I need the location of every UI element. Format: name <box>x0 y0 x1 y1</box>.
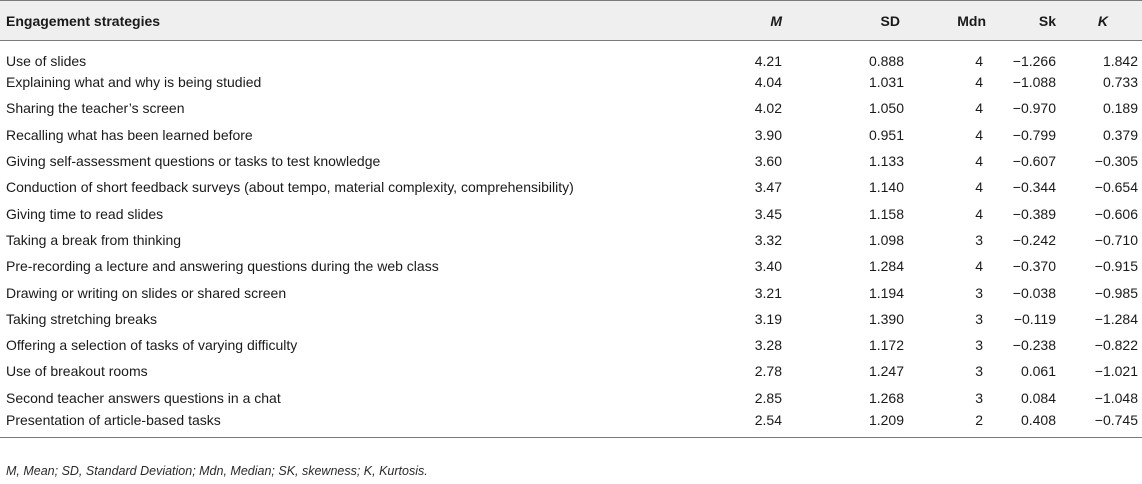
table-header-row <box>0 1 1142 41</box>
cell-sd: 1.133 <box>868 153 904 170</box>
cell-sk: −0.038 <box>1012 284 1056 301</box>
table-row <box>0 279 1142 305</box>
header-k: K <box>1056 1 1142 41</box>
table-row <box>0 358 1142 384</box>
cell-k: −0.305 <box>1094 153 1138 170</box>
table-row <box>0 95 1142 121</box>
cell-mdn: 3 <box>975 231 983 248</box>
cell-mean: 3.40 <box>754 258 782 275</box>
cell-k: −0.710 <box>1094 231 1138 248</box>
cell-strategy: Sharing the teacher’s screen <box>6 100 185 117</box>
cell-k: 0.189 <box>1102 100 1138 117</box>
cell-sd: 1.098 <box>868 231 904 248</box>
cell-sd: 1.050 <box>868 100 904 117</box>
cell-sk: −0.119 <box>1013 310 1056 327</box>
cell-sk: −0.389 <box>1012 205 1056 222</box>
cell-sk: 0.061 <box>1020 363 1056 380</box>
cell-mean: 4.02 <box>754 100 782 117</box>
header-sk: Sk <box>1000 1 1056 41</box>
cell-k: 0.379 <box>1102 126 1138 143</box>
cell-sk: −0.607 <box>1012 153 1056 170</box>
cell-sd: 1.390 <box>868 310 904 327</box>
cell-sk: −0.370 <box>1012 258 1056 275</box>
cell-k: 1.842 <box>1102 53 1138 69</box>
cell-mean: 3.60 <box>754 153 782 170</box>
cell-mean: 4.04 <box>754 74 782 91</box>
cell-strategy: Recalling what has been learned before <box>6 126 253 143</box>
cell-sk: −0.344 <box>1012 179 1056 196</box>
cell-sd: 1.284 <box>868 258 904 275</box>
cell-sk: −1.088 <box>1012 74 1056 91</box>
cell-mean: 3.32 <box>754 231 782 248</box>
cell-strategy: Use of slides <box>6 53 87 69</box>
cell-mdn: 3 <box>975 389 983 406</box>
cell-sk: −0.242 <box>1012 231 1056 248</box>
cell-strategy: Drawing or writing on slides or shared screen <box>6 284 287 301</box>
cell-mdn: 3 <box>975 363 983 380</box>
cell-sd: 1.268 <box>868 389 904 406</box>
cell-strategy: Conduction of short feedback surveys (about tempo, material complexity, comprehensibility) <box>6 179 574 196</box>
cell-mdn: 4 <box>975 153 983 170</box>
cell-strategy: Use of breakout rooms <box>6 363 148 380</box>
table-row <box>0 148 1142 174</box>
header-sd: SD <box>782 1 920 41</box>
cell-sk: −0.238 <box>1012 337 1056 354</box>
table-row <box>0 69 1142 95</box>
table-row <box>0 385 1142 411</box>
table-footnote: M, Mean; SD, Standard Deviation; Mdn, Median; SK, skewness; K, Kurtosis. <box>6 464 428 478</box>
cell-strategy: Pre-recording a lecture and answering questions during the web class <box>6 258 439 275</box>
cell-strategy: Taking a break from thinking <box>6 231 182 248</box>
table-row <box>0 306 1142 332</box>
cell-sk: −0.970 <box>1012 100 1056 117</box>
cell-mean: 2.78 <box>754 363 782 380</box>
cell-k: −1.021 <box>1094 363 1138 380</box>
cell-sd: 1.194 <box>868 284 904 301</box>
cell-sd: 0.888 <box>868 53 904 69</box>
cell-mdn: 3 <box>975 310 983 327</box>
table-row <box>0 122 1142 148</box>
table-row <box>0 227 1142 253</box>
header-strategy: Engagement strategies <box>0 1 622 41</box>
cell-k: −1.048 <box>1094 389 1138 406</box>
table-row <box>0 332 1142 358</box>
cell-sk: 0.408 <box>1000 411 1056 437</box>
cell-mean: 3.47 <box>754 179 782 196</box>
table-row <box>0 411 1142 437</box>
cell-sd: 1.031 <box>868 74 904 91</box>
table-row <box>0 174 1142 200</box>
cell-k: −0.606 <box>1094 205 1138 222</box>
cell-k: −0.745 <box>1056 411 1142 437</box>
cell-strategy: Offering a selection of tasks of varying difficulty <box>6 337 298 354</box>
cell-strategy: Giving self-assessment questions or tasks to test knowledge <box>6 153 381 170</box>
cell-k: −1.284 <box>1094 310 1138 327</box>
cell-mdn: 4 <box>975 205 983 222</box>
cell-mean: 3.28 <box>754 337 782 354</box>
cell-strategy: Giving time to read slides <box>6 205 164 222</box>
cell-sd: 0.951 <box>868 126 904 143</box>
cell-k: −0.654 <box>1094 179 1138 196</box>
cell-strategy: Presentation of article-based tasks <box>0 411 622 437</box>
cell-mean: 4.21 <box>754 53 782 69</box>
cell-mdn: 3 <box>975 337 983 354</box>
header-mdn: Mdn <box>920 1 1000 41</box>
cell-k: 0.733 <box>1102 74 1138 91</box>
cell-mdn: 4 <box>975 179 983 196</box>
cell-strategy: Taking stretching breaks <box>6 310 157 327</box>
cell-mdn: 4 <box>975 100 983 117</box>
cell-sd: 1.172 <box>868 337 904 354</box>
cell-sd: 1.247 <box>868 363 904 380</box>
cell-mdn: 4 <box>975 53 983 69</box>
cell-sk: −0.799 <box>1012 126 1056 143</box>
cell-sd: 1.158 <box>868 205 904 222</box>
cell-mdn: 2 <box>920 411 1000 437</box>
cell-mdn: 3 <box>975 284 983 301</box>
table-row <box>0 253 1142 279</box>
cell-k: −0.915 <box>1094 258 1138 275</box>
cell-k: −0.822 <box>1094 337 1138 354</box>
cell-mdn: 4 <box>975 126 983 143</box>
cell-mean: 3.19 <box>754 310 782 327</box>
cell-mean: 3.90 <box>754 126 782 143</box>
cell-mean: 3.21 <box>754 284 782 301</box>
cell-mdn: 4 <box>975 74 983 91</box>
cell-mdn: 4 <box>975 258 983 275</box>
cell-mean: 2.85 <box>754 389 782 406</box>
cell-strategy: Explaining what and why is being studied <box>6 74 262 91</box>
table-row <box>0 200 1142 226</box>
cell-sd: 1.140 <box>868 179 904 196</box>
table-body <box>0 41 1142 438</box>
cell-strategy: Second teacher answers questions in a chat <box>6 389 281 406</box>
table-row <box>0 41 1142 70</box>
cell-sk: 0.084 <box>1020 389 1056 406</box>
cell-sd: 1.209 <box>782 411 920 437</box>
cell-sk: −1.266 <box>1012 53 1056 69</box>
cell-k: −0.985 <box>1094 284 1138 301</box>
cell-mean: 2.54 <box>622 411 782 437</box>
header-mean: M <box>622 1 782 41</box>
cell-mean: 3.45 <box>754 205 782 222</box>
